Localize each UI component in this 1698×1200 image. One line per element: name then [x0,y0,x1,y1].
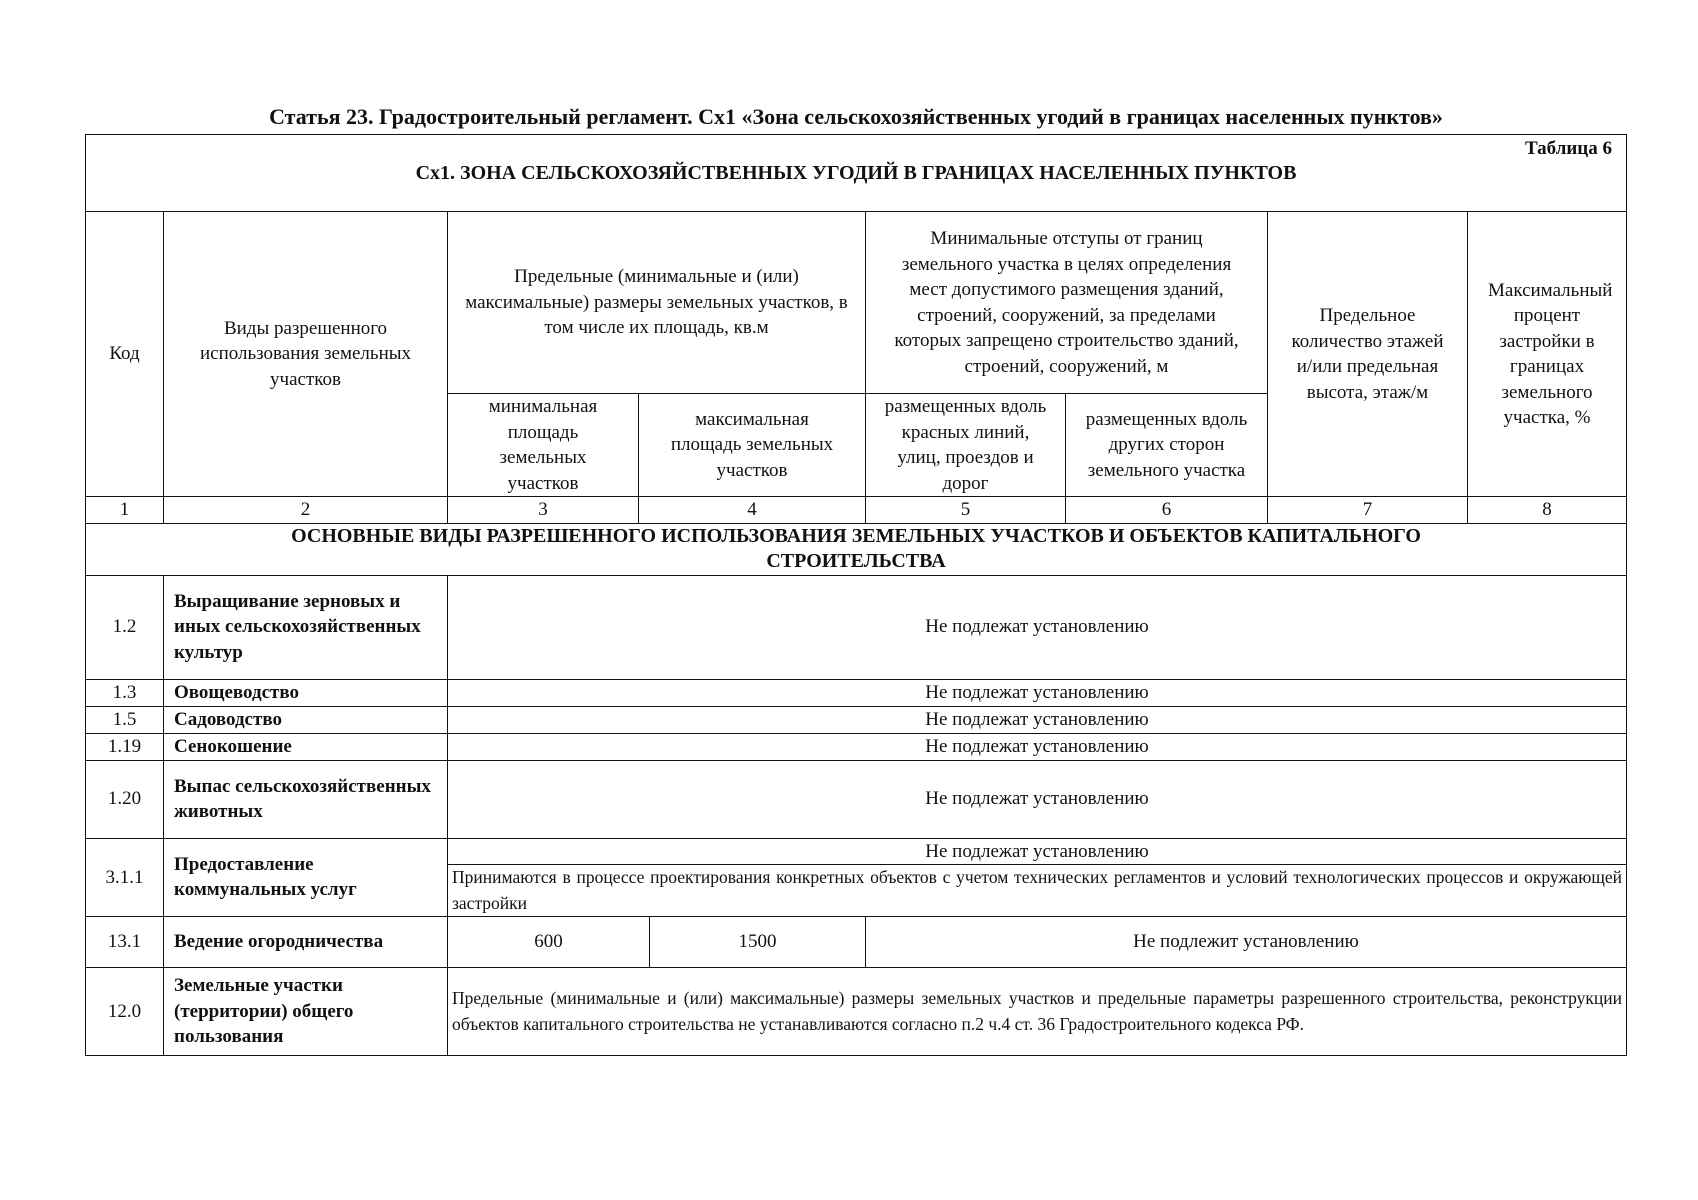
row-note: Принимаются в процессе проектирования конкретных объектов с учетом технических регламентов и условий технологических процессов и окружающей застройки [448,865,1627,917]
header-row-1 [86,212,1627,394]
table-number: Таблица 6 [1524,138,1612,159]
table-row [86,679,1627,706]
table-row [86,968,1627,1056]
column-number: 1 [86,497,164,524]
row-code: 1.20 [86,760,164,838]
row-value: Не подлежат установлению [448,679,1627,706]
row-name: Предоставление коммунальных услуг [164,838,448,917]
row-code: 12.0 [86,968,164,1056]
table-row [86,575,1627,679]
column-number: 7 [1268,497,1468,524]
row-name: Выпас сельскохозяйственных животных [164,760,448,838]
row-value: Не подлежат установлению [448,575,1627,679]
column-number: 8 [1468,497,1627,524]
header-kinds: Виды разрешенного использования земельных участков [164,212,448,497]
page-title: Статья 23. Градостроительный регламент. Сх1 «Зона сельскохозяйственных угодий в границах населенных пунктов» [269,104,1443,129]
table-row [86,760,1627,838]
row-value: Не подлежат установлению [448,838,1627,865]
row-note: Предельные (минимальные и (или) максимальные) размеры земельных участков и предельные параметры разрешенного строительства, реконструкции объектов капитального строительства не устанавливаются согласно п.2 ч.4 ст. 36 Градостроительного кодекса РФ. [448,968,1627,1056]
regulation-table [85,134,1627,1056]
column-number: 5 [866,497,1066,524]
row-name: Выращивание зерновых и иных сельскохозяйственных культур [164,575,448,679]
row-code: 1.19 [86,733,164,760]
header-floors: Предельное количество этажей и/или предельная высота, этаж/м [1268,212,1468,497]
column-numbers-row [86,497,1627,524]
row-value: Не подлежат установлению [448,760,1627,838]
section-row [86,523,1627,575]
column-number: 4 [639,497,866,524]
row-value: Не подлежат установлению [448,733,1627,760]
section-title: ОСНОВНЫЕ ВИДЫ РАЗРЕШЕННОГО ИСПОЛЬЗОВАНИЯ ЗЕМЕЛЬНЫХ УЧАСТКОВ И ОБЪЕКТОВ КАПИТАЛЬНОГО СТРОИТЕЛЬСТВА [86,523,1627,575]
row-code: 1.2 [86,575,164,679]
header-min-area: минимальная площадь земельных участков [448,394,639,497]
column-number: 3 [448,497,639,524]
row-name: Садоводство [164,706,448,733]
header-along-red-lines: размещенных вдоль красных линий, улиц, проездов и дорог [866,394,1066,497]
row-value: Не подлежат установлению [448,706,1627,733]
row-min-area: 600 [448,917,650,968]
header-percent: Максимальный процент застройки в границах земельного участка, % [1468,212,1627,497]
table-row [86,917,1627,968]
column-number: 2 [164,497,448,524]
row-value: Не подлежит установлению [866,917,1627,968]
row-name: Сенокошение [164,733,448,760]
header-other-sides: размещенных вдоль других сторон земельного участка [1066,394,1268,497]
row-max-area: 1500 [650,917,866,968]
header-sizes: Предельные (минимальные и (или) максимальные) размеры земельных участков, в том числе их площадь, кв.м [448,212,866,394]
table-row [86,838,1627,865]
table-title: Сх1. ЗОНА СЕЛЬСКОХОЗЯЙСТВЕННЫХ УГОДИЙ В ГРАНИЦАХ НАСЕЛЕННЫХ ПУНКТОВ [415,162,1297,184]
row-code: 1.5 [86,706,164,733]
row-name: Земельные участки (территории) общего пользования [164,968,448,1056]
header-max-area: максимальная площадь земельных участков [639,394,866,497]
row-code: 1.3 [86,679,164,706]
column-number: 6 [1066,497,1268,524]
row-code: 13.1 [86,917,164,968]
row-code: 3.1.1 [86,838,164,917]
table-caption-row [86,135,1627,212]
header-code: Код [86,212,164,497]
table-row [86,733,1627,760]
row-name: Ведение огородничества [164,917,448,968]
row-name: Овощеводство [164,679,448,706]
header-setbacks: Минимальные отступы от границ земельного участка в целях определения мест допустимого размещения зданий, строений, сооружений, за пределами которых запрещено строительство зданий, строений, сооружений, м [866,212,1268,394]
table-row [86,706,1627,733]
